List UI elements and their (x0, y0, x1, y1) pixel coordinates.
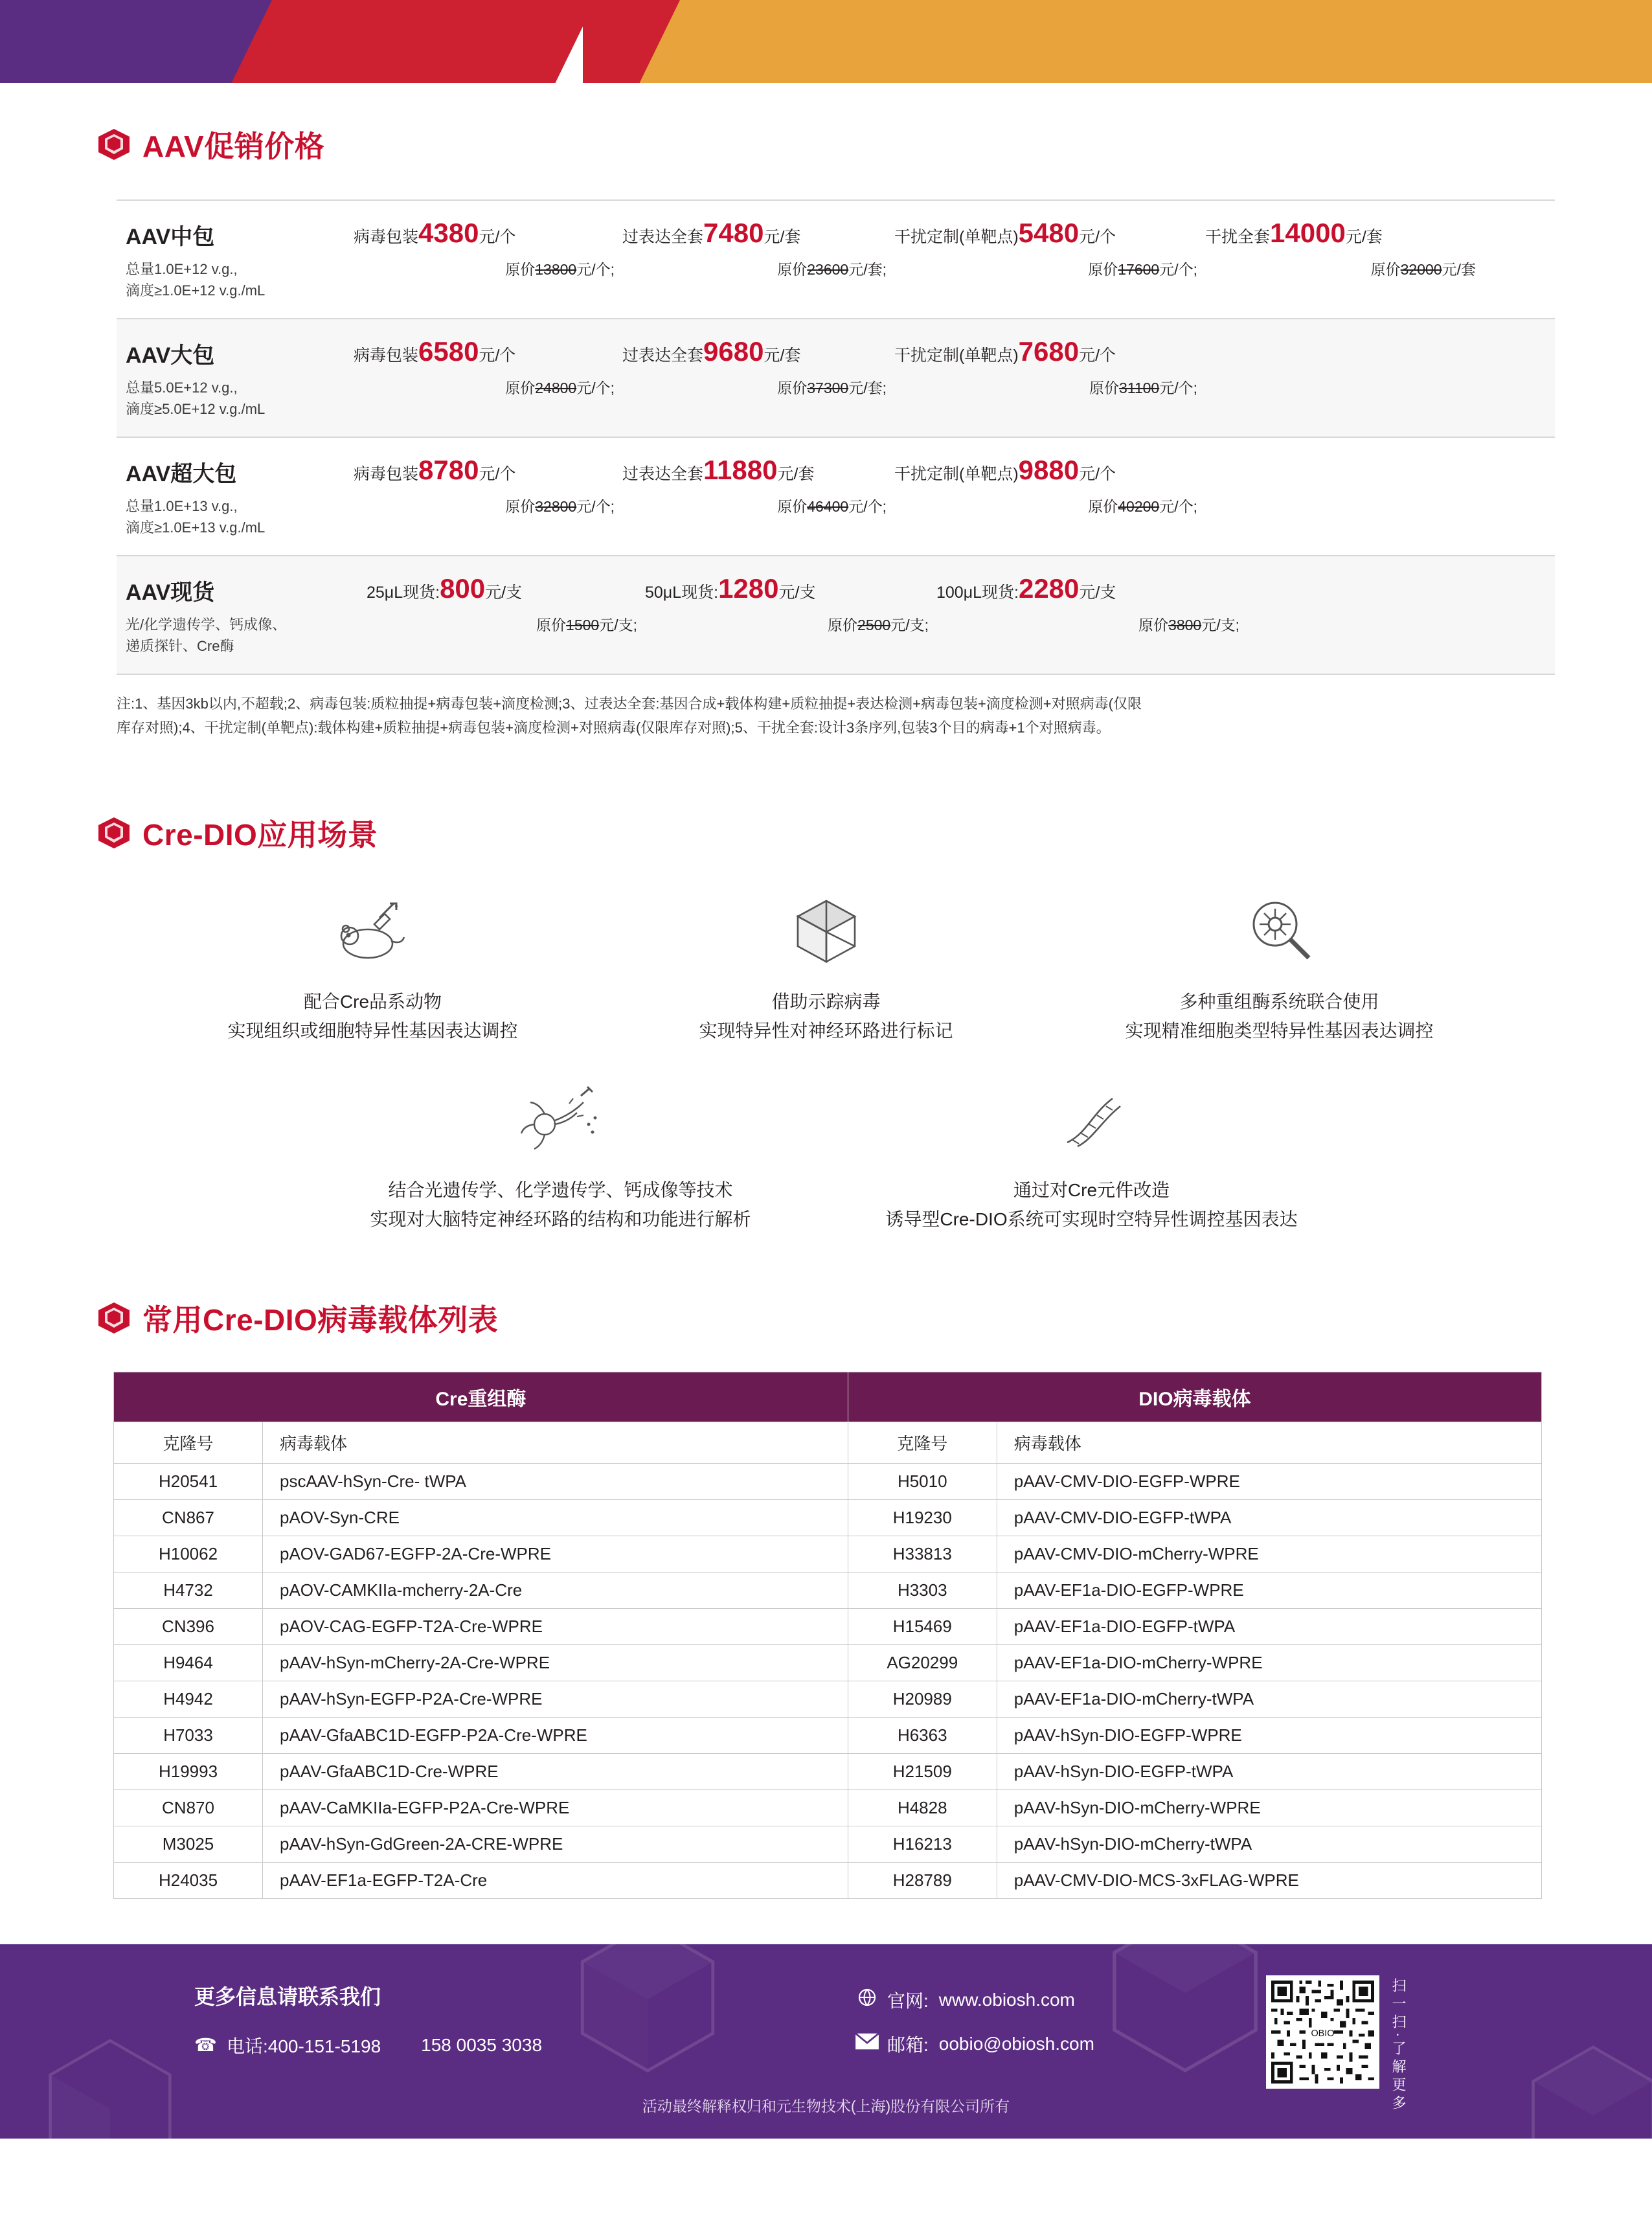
table-row (114, 1536, 1542, 1572)
footer-decoration-icon (1522, 2041, 1652, 2139)
qr-caption: 扫一扫·了解更多 (1390, 1977, 1407, 2114)
price-cell-empty (1201, 336, 1480, 398)
price-label: 干扰定制(单靶点) (894, 346, 1019, 365)
pricing-row-label (117, 201, 350, 318)
pricing-title: AAV促销价格 (142, 130, 325, 163)
old-price-value: 37300 (807, 380, 849, 396)
pricing-section-heading (97, 123, 1652, 166)
table-group-header-row (114, 1372, 1542, 1422)
clone-id: H4942 (114, 1681, 263, 1717)
group-header-dio: DIO病毒载体 (848, 1372, 1541, 1422)
scenario-row-2 (0, 1078, 1652, 1234)
vector-name: pAAV-CMV-DIO-EGFP-tWPA (997, 1499, 1541, 1536)
vector-name: pAAV-hSyn-EGFP-P2A-Cre-WPRE (263, 1681, 848, 1717)
footer-email-address[interactable]: oobio@obiosh.com (938, 2033, 1094, 2054)
pricing-row (117, 201, 1555, 319)
vector-name: pAAV-CMV-DIO-EGFP-WPRE (997, 1463, 1541, 1499)
vector-table (113, 1372, 1542, 1899)
scenario-line-1: 结合光遗传学、化学遗传学、钙成像等技术 (388, 1180, 733, 1201)
old-price (367, 613, 637, 635)
pricing-section (0, 123, 1652, 740)
dna-helix-icon (839, 1078, 1344, 1162)
clone-id: AG20299 (848, 1644, 997, 1681)
price-label: 50μL现货: (645, 584, 719, 602)
col-header-vector-1: 病毒载体 (263, 1422, 848, 1463)
price-label: 干扰定制(单靶点) (894, 465, 1019, 483)
mail-icon (855, 2032, 877, 2055)
vector-name: pAAV-hSyn-GdGreen-2A-CRE-WPRE (263, 1826, 848, 1862)
price-cell (618, 336, 890, 398)
price-unit: 元/套 (1345, 228, 1383, 246)
old-price-unit: 元/个; (1159, 261, 1197, 278)
package-spec-2: 递质探针、Cre酶 (126, 638, 234, 654)
price-unit: 元/个 (479, 228, 516, 246)
clone-id: CN396 (114, 1608, 263, 1644)
footer-phone-row (194, 2032, 542, 2058)
vector-name: pAAV-GfaABC1D-EGFP-P2A-Cre-WPRE (263, 1717, 848, 1753)
old-price (622, 495, 887, 516)
price-cell-empty (1201, 455, 1480, 516)
old-price (894, 495, 1197, 516)
footer-contact-title: 更多信息请联系我们 (194, 1984, 381, 2008)
price-cell (618, 218, 890, 279)
price-cell (350, 336, 618, 398)
footer (0, 1944, 1652, 2139)
banner-orange-slant (640, 0, 1043, 83)
old-price-value: 17600 (1118, 261, 1160, 278)
clone-id: H24035 (114, 1862, 263, 1898)
price-label: 病毒包装 (354, 346, 419, 365)
old-price-prefix: 原价 (1138, 617, 1169, 633)
old-price-value: 3800 (1168, 617, 1202, 633)
table-row (114, 1862, 1542, 1898)
pricing-row-label (117, 556, 350, 674)
footer-disclaimer: 活动最终解释权归和元生物技术(上海)股份有限公司所有 (642, 2097, 1010, 2115)
vector-section (0, 1297, 1652, 1899)
old-price (894, 258, 1197, 279)
price-amount: 7480 (703, 218, 764, 248)
price-label: 病毒包装 (354, 228, 419, 246)
pricing-row (117, 556, 1555, 675)
scenario-item (146, 889, 600, 1046)
price-unit: 元/套 (764, 228, 801, 246)
old-price-value: 46400 (807, 498, 849, 515)
clone-id: H15469 (848, 1608, 997, 1644)
clone-id: H6363 (848, 1717, 997, 1753)
price-cell (933, 573, 1243, 635)
package-spec-2: 滴度≥1.0E+12 v.g./mL (126, 282, 266, 299)
footer-email-row[interactable] (855, 2031, 1094, 2057)
price-label: 病毒包装 (354, 465, 419, 483)
mouse-injection-icon (159, 889, 587, 973)
old-price-prefix: 原价 (505, 380, 536, 396)
top-decorative-banner (0, 0, 1652, 83)
old-price-prefix: 原价 (828, 617, 858, 633)
svg-text:OBIO: OBIO (1311, 2028, 1335, 2039)
old-price-value: 23600 (807, 261, 849, 278)
old-price-value: 24800 (535, 380, 577, 396)
scenario-line-2: 实现对大脑特定神经环路的结构和功能进行解析 (370, 1209, 751, 1230)
table-column-header-row (114, 1422, 1542, 1463)
price-unit: 元/支 (778, 584, 816, 602)
old-price (622, 258, 887, 279)
footer-website-row[interactable] (855, 1987, 1094, 2013)
package-spec-1: 总量1.0E+13 v.g., (126, 498, 238, 514)
price-cell (350, 455, 618, 516)
package-name: AAV中包 (126, 225, 215, 249)
package-name: AAV现货 (126, 580, 215, 605)
clone-id: H4732 (114, 1572, 263, 1608)
old-price (645, 613, 929, 635)
scenario-row-1 (0, 889, 1652, 1046)
footer-phone-extra: 158 0035 3038 (421, 2034, 543, 2055)
pricing-note (117, 692, 1548, 740)
price-amount: 800 (440, 573, 486, 604)
scenario-item (600, 889, 1053, 1046)
vector-name: pAAV-EF1a-DIO-EGFP-tWPA (997, 1608, 1541, 1644)
vector-name: pAAV-hSyn-DIO-EGFP-WPRE (997, 1717, 1541, 1753)
clone-id: H16213 (848, 1826, 997, 1862)
col-header-vector-2: 病毒载体 (997, 1422, 1541, 1463)
old-price-prefix: 原价 (505, 498, 536, 515)
old-price-prefix: 原价 (777, 380, 808, 396)
diamond-badge-icon (97, 816, 131, 850)
clone-id: H28789 (848, 1862, 997, 1898)
scenario-line-1: 多种重组酶系统联合使用 (1179, 991, 1379, 1012)
old-price-unit: 元/支; (890, 617, 929, 633)
pricing-note-line-2: 库存对照);4、干扰定制(单靶点):载体构建+质粒抽提+病毒包装+滴度检测+对照病毒(仅限库存对照);5、干扰全套:设计3条序列,包装3个目的病毒+1个对照病毒。 (117, 720, 1111, 736)
price-cell (890, 336, 1201, 398)
globe-icon (855, 1988, 877, 2012)
vector-name: pAAV-EF1a-DIO-mCherry-WPRE (997, 1644, 1541, 1681)
old-price (622, 376, 887, 398)
diamond-badge-icon (97, 1301, 131, 1335)
pricing-row (117, 438, 1555, 556)
package-name: AAV超大包 (126, 462, 237, 486)
old-price-value: 13800 (535, 261, 577, 278)
vector-name: pAAV-hSyn-mCherry-2A-Cre-WPRE (263, 1644, 848, 1681)
pricing-row-values (350, 438, 1555, 555)
clone-id: H4828 (848, 1789, 997, 1826)
old-price-prefix: 原价 (1370, 261, 1401, 278)
old-price-unit: 元/套; (848, 380, 887, 396)
price-label: 100μL现货: (936, 584, 1019, 602)
vector-name: pAAV-hSyn-DIO-mCherry-WPRE (997, 1789, 1541, 1826)
pricing-row-values (350, 319, 1555, 437)
old-price-value: 40200 (1118, 498, 1160, 515)
magnifier-cell-icon (1066, 889, 1493, 973)
footer-phone: 电话:400-151-5198 (227, 2036, 381, 2056)
package-spec-2: 滴度≥5.0E+12 v.g./mL (126, 401, 266, 417)
scenario-line-2: 实现组织或细胞特异性基因表达调控 (227, 1020, 518, 1041)
price-cell (1201, 218, 1480, 279)
price-cell (618, 455, 890, 516)
pricing-note-line-1: 注:1、基因3kb以内,不超载;2、病毒包装:质粒抽提+病毒包装+滴度检测;3、过表达全套:基因合成+载体构建+质粒抽提+表达检测+病毒包装+滴度检测+对照病毒(仅限 (117, 696, 1142, 712)
price-amount: 6580 (418, 336, 479, 367)
vector-name: pAAV-EF1a-DIO-mCherry-tWPA (997, 1681, 1541, 1717)
price-unit: 元/个 (1079, 228, 1116, 246)
price-label: 干扰全套 (1205, 228, 1271, 246)
old-price (354, 495, 615, 516)
old-price-value: 32000 (1400, 261, 1442, 278)
banner-red-slant (232, 0, 596, 83)
footer-content (0, 1944, 1652, 2115)
old-price-prefix: 原价 (536, 617, 567, 633)
clone-id: H9464 (114, 1644, 263, 1681)
scenario-title: Cre-DIO应用场景 (142, 817, 378, 852)
old-price (354, 258, 615, 279)
clone-id: H3303 (848, 1572, 997, 1608)
price-amount: 7680 (1018, 336, 1080, 367)
price-unit: 元/个 (1079, 346, 1116, 365)
vector-name: pAOV-CAMKIIa-mcherry-2A-Cre (263, 1572, 848, 1608)
clone-id: H21509 (848, 1753, 997, 1789)
price-unit: 元/个 (479, 346, 516, 365)
vector-name: pAOV-GAD67-EGFP-2A-Cre-WPRE (263, 1536, 848, 1572)
price-amount: 2280 (1018, 573, 1080, 604)
group-header-cre: Cre重组酶 (114, 1372, 848, 1422)
price-cell (890, 218, 1201, 279)
table-row (114, 1826, 1542, 1862)
price-amount: 14000 (1270, 218, 1346, 248)
clone-id: H33813 (848, 1536, 997, 1572)
pricing-row-values (350, 556, 1555, 674)
package-spec-1: 总量1.0E+12 v.g., (126, 261, 238, 277)
banner-orange-block (997, 0, 1652, 83)
old-price-value: 2500 (857, 617, 891, 633)
package-spec-2: 滴度≥1.0E+13 v.g./mL (126, 519, 266, 536)
vector-name: pAOV-Syn-CRE (263, 1499, 848, 1536)
footer-website-url[interactable]: www.obiosh.com (938, 1989, 1075, 2010)
table-row (114, 1753, 1542, 1789)
vector-name: pAAV-EF1a-EGFP-T2A-Cre (263, 1862, 848, 1898)
price-cell (890, 455, 1201, 516)
price-cell (363, 573, 641, 635)
price-amount: 4380 (418, 218, 479, 248)
package-spec-1: 光/化学遗传学、钙成像、 (126, 617, 287, 633)
clone-id: H5010 (848, 1463, 997, 1499)
scenario-line-1: 借助示踪病毒 (771, 991, 881, 1012)
old-price-unit: 元/支; (599, 617, 637, 633)
clone-id: H19230 (848, 1499, 997, 1536)
clone-id: H7033 (114, 1717, 263, 1753)
old-price-unit: 元/个; (576, 261, 615, 278)
old-price-unit: 元/套; (848, 261, 887, 278)
price-label: 25μL现货: (367, 584, 440, 602)
vector-name: pAAV-hSyn-DIO-mCherry-tWPA (997, 1826, 1541, 1862)
table-row (114, 1499, 1542, 1536)
scenario-item (295, 1078, 826, 1234)
price-unit: 元/支 (485, 584, 523, 602)
scenario-line-2: 诱导型Cre-DIO系统可实现时空特异性调控基因表达 (885, 1209, 1298, 1230)
price-unit: 元/个 (1079, 465, 1116, 483)
old-price-prefix: 原价 (505, 261, 536, 278)
table-row (114, 1717, 1542, 1753)
scenario-section (0, 812, 1652, 1234)
clone-id: M3025 (114, 1826, 263, 1862)
scenario-line-1: 通过对Cre元件改造 (1013, 1180, 1170, 1201)
old-price-unit: 元/个; (576, 380, 615, 396)
clone-id: CN870 (114, 1789, 263, 1826)
footer-website-label: 官网: (887, 1990, 929, 2011)
scenario-line-1: 配合Cre品系动物 (303, 991, 442, 1012)
vector-name: pAAV-CMV-DIO-mCherry-WPRE (997, 1536, 1541, 1572)
vector-name: pAAV-hSyn-DIO-EGFP-tWPA (997, 1753, 1541, 1789)
old-price (1205, 258, 1476, 279)
price-label: 过表达全套 (622, 346, 704, 365)
footer-web-block (855, 1981, 1094, 2075)
price-cell (641, 573, 933, 635)
qr-code[interactable] (1266, 1975, 1379, 2089)
package-name: AAV大包 (126, 343, 215, 368)
col-header-clone-1: 克隆号 (114, 1422, 263, 1463)
price-amount: 5480 (1018, 218, 1080, 248)
clone-id: H10062 (114, 1536, 263, 1572)
vector-section-heading (97, 1297, 1652, 1339)
price-amount: 11880 (703, 455, 778, 485)
old-price (894, 376, 1197, 398)
col-header-clone-2: 克隆号 (848, 1422, 997, 1463)
clone-id: CN867 (114, 1499, 263, 1536)
vector-name: pAOV-CAG-EGFP-T2A-Cre-WPRE (263, 1608, 848, 1644)
clone-id: H19993 (114, 1753, 263, 1789)
clone-id: H20989 (848, 1681, 997, 1717)
footer-contact-block (194, 1981, 542, 2058)
price-amount: 9680 (703, 336, 764, 367)
scenario-line-2: 实现特异性对神经环路进行标记 (699, 1020, 953, 1041)
price-unit: 元/支 (1079, 584, 1116, 602)
price-amount: 1280 (718, 573, 779, 604)
old-price-value: 31100 (1118, 380, 1160, 396)
table-row (114, 1463, 1542, 1499)
virus-capsid-icon (613, 889, 1040, 973)
vector-name: pAAV-EF1a-DIO-EGFP-WPRE (997, 1572, 1541, 1608)
old-price-prefix: 原价 (1088, 498, 1118, 515)
neuron-optogenetics-icon (308, 1078, 813, 1162)
scenario-line-2: 实现精准细胞类型特异性基因表达调控 (1125, 1020, 1434, 1041)
table-row (114, 1608, 1542, 1644)
table-row (114, 1789, 1542, 1826)
old-price-unit: 元/个; (848, 498, 887, 515)
price-label: 过表达全套 (622, 228, 704, 246)
old-price-unit: 元/支; (1201, 617, 1239, 633)
vector-name: pAAV-GfaABC1D-Cre-WPRE (263, 1753, 848, 1789)
old-price-prefix: 原价 (1088, 261, 1118, 278)
old-price (936, 613, 1239, 635)
scenario-item (826, 1078, 1357, 1234)
pricing-row-label (117, 438, 350, 555)
old-price-prefix: 原价 (777, 498, 808, 515)
scenario-section-heading (97, 812, 1652, 854)
pricing-row-label (117, 319, 350, 437)
old-price-value: 1500 (566, 617, 600, 633)
old-price-unit: 元/个; (576, 498, 615, 515)
table-row (114, 1681, 1542, 1717)
old-price (354, 376, 615, 398)
vector-name: pscAAV-hSyn-Cre- tWPA (263, 1463, 848, 1499)
old-price-unit: 元/套 (1442, 261, 1476, 278)
price-amount: 9880 (1018, 455, 1080, 485)
price-label: 干扰定制(单靶点) (894, 228, 1019, 246)
table-row (114, 1644, 1542, 1681)
old-price-value: 32800 (535, 498, 577, 515)
old-price-prefix: 原价 (1089, 380, 1119, 396)
diamond-badge-icon (97, 128, 131, 161)
pricing-row (117, 319, 1555, 438)
phone-icon: ☎ (194, 2035, 217, 2056)
old-price-unit: 元/个; (1159, 380, 1197, 396)
price-unit: 元/套 (777, 465, 815, 483)
footer-qr-block (1266, 1975, 1409, 2113)
clone-id: H20541 (114, 1463, 263, 1499)
price-unit: 元/个 (479, 465, 516, 483)
old-price-prefix: 原价 (777, 261, 808, 278)
vector-title: 常用Cre-DIO病毒载体列表 (142, 1302, 499, 1337)
package-spec-1: 总量5.0E+12 v.g., (126, 380, 238, 396)
vector-name: pAAV-CMV-DIO-MCS-3xFLAG-WPRE (997, 1862, 1541, 1898)
price-unit: 元/套 (764, 346, 801, 365)
old-price-unit: 元/个; (1159, 498, 1197, 515)
vector-name: pAAV-CaMKIIa-EGFP-P2A-Cre-WPRE (263, 1789, 848, 1826)
price-amount: 8780 (418, 455, 479, 485)
footer-email-label: 邮箱: (887, 2034, 929, 2055)
price-cell (350, 218, 618, 279)
pricing-row-values (350, 201, 1555, 318)
pricing-table (117, 199, 1555, 675)
price-label: 过表达全套 (622, 465, 704, 483)
footer-decoration-icon (39, 2035, 181, 2139)
scenario-item (1053, 889, 1506, 1046)
table-row (114, 1572, 1542, 1608)
